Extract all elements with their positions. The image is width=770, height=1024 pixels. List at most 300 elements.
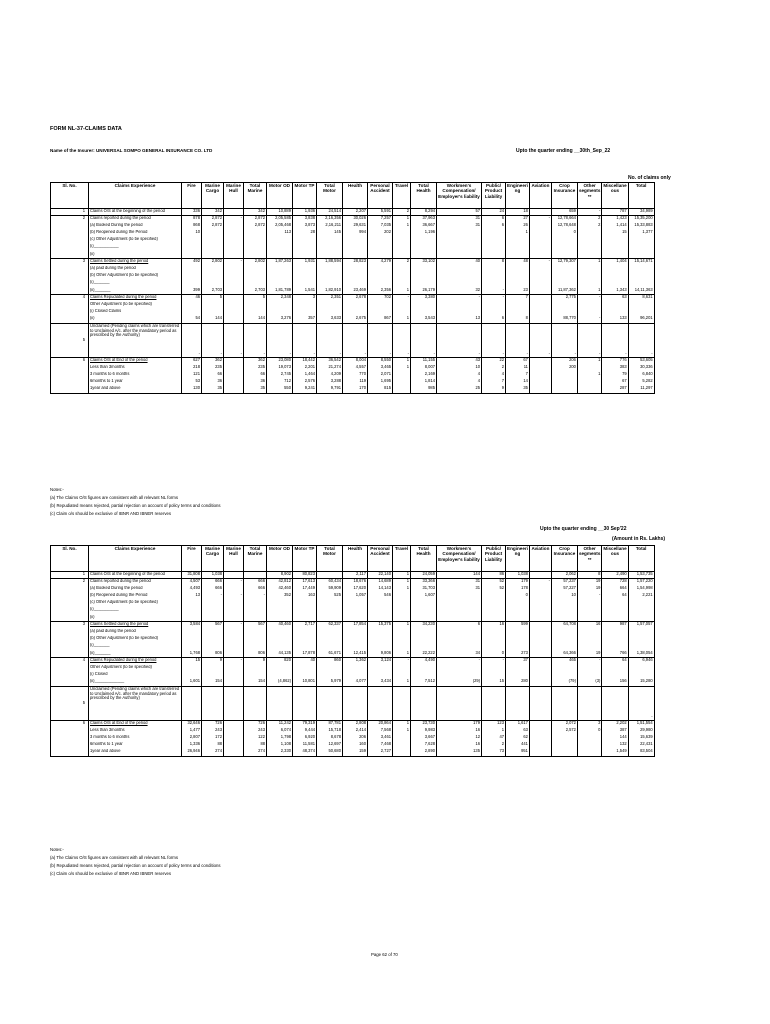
value-cell: 40 — [293, 658, 317, 665]
value-cell — [577, 615, 601, 622]
value-cell: - — [506, 324, 530, 358]
amount-unit-note: (Amount in Rs. Lakhs) — [612, 536, 666, 542]
value-cell: 5 — [202, 295, 224, 302]
value-cell: 8 — [506, 316, 530, 323]
value-cell — [482, 244, 506, 251]
value-cell: 362 — [244, 358, 267, 365]
value-cell: - — [482, 295, 506, 302]
value-cell: 1 — [393, 572, 411, 579]
value-cell: 342 — [202, 209, 224, 216]
sl-no-cell — [51, 672, 89, 679]
value-cell — [343, 615, 368, 622]
value-cell: - — [577, 295, 601, 302]
value-cell — [224, 600, 244, 607]
value-cell: 2,348 — [267, 295, 293, 302]
value-cell — [182, 273, 202, 280]
value-cell: - — [393, 324, 411, 358]
sl-no-cell — [51, 288, 89, 295]
value-cell: 1,936 — [293, 209, 317, 216]
value-cell — [577, 742, 601, 749]
value-cell: 1,88,594 — [317, 259, 343, 266]
value-cell: 1,196 — [411, 230, 437, 237]
value-cell — [482, 266, 506, 273]
value-cell: 766 — [602, 651, 628, 658]
value-cell: 820 — [267, 658, 293, 665]
value-cell: 26,946 — [182, 749, 202, 756]
table-row — [51, 679, 655, 686]
value-cell — [393, 372, 411, 379]
value-cell: 1 — [393, 622, 411, 629]
value-cell — [368, 273, 393, 280]
sl-no-cell: 2 — [51, 579, 89, 586]
sl-no-cell — [51, 309, 89, 316]
value-cell: 15,35,200 — [628, 216, 654, 223]
value-cell: 243 — [244, 728, 267, 735]
value-cell — [393, 302, 411, 309]
value-cell: 3,461 — [368, 735, 393, 742]
value-cell: 2,201 — [293, 365, 317, 372]
value-cell — [529, 280, 551, 287]
value-cell — [577, 749, 601, 756]
value-cell — [482, 636, 506, 643]
value-cell: 1,377 — [628, 230, 654, 237]
value-cell — [577, 309, 601, 316]
value-cell — [343, 266, 368, 273]
value-cell — [293, 665, 317, 672]
value-cell: 86 — [482, 572, 506, 579]
value-cell — [224, 687, 244, 721]
sl-no-cell — [51, 302, 89, 309]
value-cell: 985 — [411, 386, 437, 393]
note-line: (c) Claim o/s should be exclusive of IBNR AND IBNER reserves — [50, 511, 172, 516]
table-row — [51, 379, 655, 386]
value-cell: 2,745 — [267, 372, 293, 379]
value-cell: 3,633 — [317, 316, 343, 323]
value-cell — [411, 600, 437, 607]
value-cell: 4,209 — [317, 372, 343, 379]
value-cell — [224, 679, 244, 686]
table-row — [51, 216, 655, 223]
value-cell — [182, 266, 202, 273]
value-cell — [577, 365, 601, 372]
value-cell: 170 — [343, 386, 368, 393]
value-cell: 599 — [506, 622, 530, 629]
value-cell — [343, 629, 368, 636]
value-cell — [224, 309, 244, 316]
value-cell: 666 — [244, 586, 267, 593]
value-cell: 17,613 — [293, 579, 317, 586]
value-cell: 9,806 — [368, 651, 393, 658]
value-cell: 80,823 — [293, 572, 317, 579]
table-row — [51, 600, 655, 607]
value-cell: 46 — [182, 295, 202, 302]
value-cell — [529, 386, 551, 393]
value-cell: 6,074 — [267, 728, 293, 735]
value-cell — [393, 593, 411, 600]
claims-experience-cell: Claims reported during the period — [89, 579, 182, 586]
claims-experience-cell: (ii)_______ — [89, 651, 182, 658]
sl-no-cell — [51, 629, 89, 636]
value-cell: 88 — [244, 742, 267, 749]
value-cell: 550 — [267, 386, 293, 393]
value-cell — [393, 636, 411, 643]
value-cell: 22,431 — [628, 742, 654, 749]
claims-experience-cell: Unclaimed (Pending claims which are transferred to Unclaimed A/c. after the mandatory period as prescribed by the Authority) — [89, 324, 182, 358]
note-line: (b) Repudiated means rejected, partial rejection on account of policy terms and conditions — [50, 503, 221, 508]
value-cell: 8,004 — [343, 358, 368, 365]
value-cell: (4,862) — [267, 679, 293, 686]
value-cell — [224, 572, 244, 579]
value-cell: 6,840 — [628, 372, 654, 379]
value-cell — [551, 273, 577, 280]
sl-no-cell — [51, 665, 89, 672]
value-cell — [267, 643, 293, 650]
value-cell: 17,449 — [293, 586, 317, 593]
claims-experience-cell: (c) Other Adjustment (to be specified) — [89, 237, 182, 244]
value-cell: 23,080 — [267, 358, 293, 365]
value-cell: 702 — [368, 295, 393, 302]
sl-no-cell: 4 — [51, 295, 89, 302]
value-cell — [224, 615, 244, 622]
claims-experience-cell: (b) Reopened during the Period — [89, 593, 182, 600]
value-cell — [551, 302, 577, 309]
value-cell — [529, 209, 551, 216]
value-cell — [393, 273, 411, 280]
value-cell — [482, 665, 506, 672]
value-cell — [551, 749, 577, 756]
value-cell — [411, 252, 437, 259]
value-cell: 0 — [506, 593, 530, 600]
value-cell: 9,791 — [317, 386, 343, 393]
value-cell — [411, 687, 437, 721]
value-cell — [267, 302, 293, 309]
value-cell — [577, 629, 601, 636]
value-cell — [182, 237, 202, 244]
value-cell — [551, 742, 577, 749]
value-cell — [411, 237, 437, 244]
value-cell: 287 — [602, 386, 628, 393]
value-cell: 119 — [343, 379, 368, 386]
value-cell: 2 — [577, 216, 601, 223]
table-row — [51, 749, 655, 756]
value-cell: 10 — [437, 365, 482, 372]
value-cell — [224, 721, 244, 728]
value-cell: 362 — [202, 358, 224, 365]
column-header: Total Health — [411, 183, 437, 209]
value-cell: 441 — [506, 742, 530, 749]
value-cell — [393, 687, 411, 721]
table-row — [51, 629, 655, 636]
value-cell: 42,460 — [267, 586, 293, 593]
value-cell — [224, 273, 244, 280]
value-cell — [393, 742, 411, 749]
table-row — [51, 742, 655, 749]
value-cell: 1 — [577, 358, 601, 365]
value-cell — [224, 643, 244, 650]
table-row — [51, 672, 655, 679]
value-cell — [529, 309, 551, 316]
sl-no-cell — [51, 386, 89, 393]
value-cell: 11,87,362 — [551, 288, 577, 295]
claims-experience-cell: (i)___________ — [89, 607, 182, 614]
value-cell — [602, 302, 628, 309]
value-cell: 1 — [393, 728, 411, 735]
column-header: Motor OD — [267, 183, 293, 209]
table-row — [51, 295, 655, 302]
value-cell — [267, 629, 293, 636]
value-cell — [393, 309, 411, 316]
value-cell — [628, 302, 654, 309]
column-header: Health — [343, 546, 368, 572]
value-cell — [267, 273, 293, 280]
value-cell: 3,124 — [368, 658, 393, 665]
value-cell: 1 — [482, 728, 506, 735]
claims-experience-cell: Claims Settled during the period — [89, 622, 182, 629]
value-cell: 2,872 — [244, 223, 267, 230]
value-cell — [343, 302, 368, 309]
value-cell — [437, 607, 482, 614]
value-cell — [317, 237, 343, 244]
value-cell: 4 — [437, 372, 482, 379]
sl-no-cell: 1 — [51, 209, 89, 216]
value-cell: 42,812 — [267, 579, 293, 586]
value-cell: 1,814 — [411, 379, 437, 386]
value-cell — [267, 672, 293, 679]
value-cell: 1 — [506, 230, 530, 237]
value-cell: 1,87,263 — [267, 259, 293, 266]
value-cell — [411, 672, 437, 679]
value-cell: 48,374 — [293, 749, 317, 756]
value-cell — [182, 244, 202, 251]
value-cell: 1,464 — [293, 372, 317, 379]
value-cell — [602, 280, 628, 287]
sl-no-cell — [51, 316, 89, 323]
value-cell: 8,007 — [411, 365, 437, 372]
value-cell — [551, 607, 577, 614]
claims-experience-cell: (b) Other Adjustment (to be specified) — [89, 636, 182, 643]
value-cell — [506, 244, 530, 251]
value-cell — [577, 252, 601, 259]
value-cell — [224, 749, 244, 756]
form-title: FORM NL-37-CLAIMS DATA — [50, 126, 122, 132]
value-cell: 3,380 — [411, 295, 437, 302]
value-cell: 57 — [437, 209, 482, 216]
sl-no-cell: 5 — [51, 687, 89, 721]
value-cell: 26,179 — [411, 288, 437, 295]
value-cell — [244, 237, 267, 244]
note-line: (c) Claim o/s should be exclusive of IBNR AND IBNER reserves — [50, 871, 172, 876]
value-cell — [368, 280, 393, 287]
column-header: Workmen's Compensation/ Employer's liability — [437, 183, 482, 209]
value-cell — [437, 687, 482, 721]
value-cell: 2 — [577, 223, 601, 230]
value-cell: 50,680 — [317, 749, 343, 756]
sl-no-cell: 5 — [51, 324, 89, 358]
value-cell: 878 — [182, 216, 202, 223]
value-cell — [317, 572, 343, 579]
value-cell — [317, 600, 343, 607]
table-row — [51, 223, 655, 230]
value-cell — [577, 607, 601, 614]
value-cell: 15,33,883 — [628, 223, 654, 230]
value-cell: - — [224, 259, 244, 266]
value-cell — [224, 365, 244, 372]
value-cell: 1,423 — [602, 216, 628, 223]
value-cell: 44,135 — [267, 651, 293, 658]
value-cell: - — [244, 593, 267, 600]
value-cell: 1 — [577, 372, 601, 379]
value-cell: 23,469 — [343, 288, 368, 295]
value-cell: 53 — [182, 379, 202, 386]
value-cell — [393, 230, 411, 237]
value-cell — [529, 266, 551, 273]
value-cell — [628, 643, 654, 650]
claims-experience-cell: (b) Reopened during the Period — [89, 230, 182, 237]
value-cell: 178 — [506, 586, 530, 593]
value-cell — [343, 237, 368, 244]
value-cell: 13 — [437, 316, 482, 323]
value-cell — [368, 643, 393, 650]
value-cell — [506, 629, 530, 636]
value-cell — [202, 273, 224, 280]
sl-no-cell — [51, 237, 89, 244]
column-header: Marine Cargo — [202, 546, 224, 572]
table-row — [51, 622, 655, 629]
table-row — [51, 728, 655, 735]
value-cell: 11,242 — [267, 721, 293, 728]
value-cell: 280 — [506, 679, 530, 686]
value-cell: 2,807 — [182, 735, 202, 742]
value-cell — [224, 358, 244, 365]
value-cell — [267, 280, 293, 287]
value-cell: 2,802 — [202, 259, 224, 266]
value-cell — [343, 600, 368, 607]
value-cell — [293, 629, 317, 636]
table-row — [51, 259, 655, 266]
value-cell — [267, 615, 293, 622]
value-cell — [393, 643, 411, 650]
value-cell — [244, 607, 267, 614]
value-cell: - — [224, 324, 244, 358]
value-cell — [411, 629, 437, 636]
value-cell: 6 — [482, 223, 506, 230]
value-cell: 52 — [482, 586, 506, 593]
value-cell: 2,872 — [244, 216, 267, 223]
claims-experience-cell: Claims Repudiated during the period — [89, 295, 182, 302]
value-cell: 3,584 — [182, 622, 202, 629]
value-cell: 31,808 — [182, 572, 202, 579]
value-cell: 273 — [506, 651, 530, 658]
value-cell: 64 — [602, 593, 628, 600]
value-cell: 1,53,735 — [628, 572, 654, 579]
table-row — [51, 651, 655, 658]
value-cell — [182, 629, 202, 636]
value-cell — [411, 665, 437, 672]
value-cell: - — [437, 295, 482, 302]
value-cell: 8 — [482, 259, 506, 266]
value-cell: 383 — [602, 365, 628, 372]
claims-experience-cell: (a) paid during the period — [89, 629, 182, 636]
value-cell — [506, 643, 530, 650]
value-cell — [343, 672, 368, 679]
value-cell: 336 — [182, 209, 202, 216]
value-cell — [577, 665, 601, 672]
table-row — [51, 309, 655, 316]
value-cell: 88 — [202, 742, 224, 749]
value-cell — [393, 379, 411, 386]
value-cell — [628, 607, 654, 614]
value-cell: 15,718 — [317, 728, 343, 735]
value-cell: 1,057 — [343, 593, 368, 600]
value-cell: 4,279 — [368, 259, 393, 266]
value-cell: 10,889 — [267, 209, 293, 216]
value-cell: 465 — [551, 658, 577, 665]
value-cell: 11 — [506, 365, 530, 372]
value-cell — [628, 309, 654, 316]
table-row — [51, 658, 655, 665]
value-cell — [411, 607, 437, 614]
value-cell — [224, 280, 244, 287]
value-cell — [577, 266, 601, 273]
value-cell: 48 — [506, 259, 530, 266]
table-row — [51, 209, 655, 216]
column-header: Motor TP — [293, 546, 317, 572]
value-cell: 121 — [182, 372, 202, 379]
value-cell — [317, 273, 343, 280]
value-cell: 1 — [577, 288, 601, 295]
claims-experience-cell: (i)_______ — [89, 280, 182, 287]
value-cell — [368, 600, 393, 607]
value-cell: - — [628, 324, 654, 358]
value-cell — [529, 572, 551, 579]
value-cell — [529, 658, 551, 665]
column-header: Claims Experience — [89, 546, 182, 572]
value-cell — [411, 309, 437, 316]
value-cell — [343, 280, 368, 287]
value-cell: 12,79,307 — [551, 259, 577, 266]
value-cell: 5,282 — [628, 379, 654, 386]
value-cell — [244, 643, 267, 650]
table-row — [51, 586, 655, 593]
value-cell: 2 — [482, 742, 506, 749]
value-cell — [244, 615, 267, 622]
notes-heading: Notes:- — [50, 847, 64, 852]
value-cell — [244, 252, 267, 259]
value-cell — [224, 735, 244, 742]
value-cell: 57,227 — [551, 586, 577, 593]
value-cell: 666 — [244, 579, 267, 586]
value-cell: 235 — [202, 365, 224, 372]
value-cell: 218 — [182, 365, 202, 372]
value-cell: 159 — [343, 749, 368, 756]
value-cell: - — [482, 324, 506, 358]
value-cell — [202, 615, 224, 622]
claims-experience-cell: Claims O/S at the beginning of the period — [89, 572, 182, 579]
value-cell — [628, 665, 654, 672]
claims-experience-cell: (i)_______ — [89, 643, 182, 650]
claims-experience-cell: (ii) — [89, 615, 182, 622]
value-cell: 868 — [182, 223, 202, 230]
value-cell — [293, 302, 317, 309]
value-cell — [482, 237, 506, 244]
value-cell: 36,667 — [411, 223, 437, 230]
value-cell: - — [437, 324, 482, 358]
value-cell — [551, 636, 577, 643]
column-header: Crop Insurance — [551, 183, 577, 209]
value-cell: 62 — [506, 735, 530, 742]
value-cell: 5,979 — [317, 679, 343, 686]
value-cell: 7 — [506, 295, 530, 302]
